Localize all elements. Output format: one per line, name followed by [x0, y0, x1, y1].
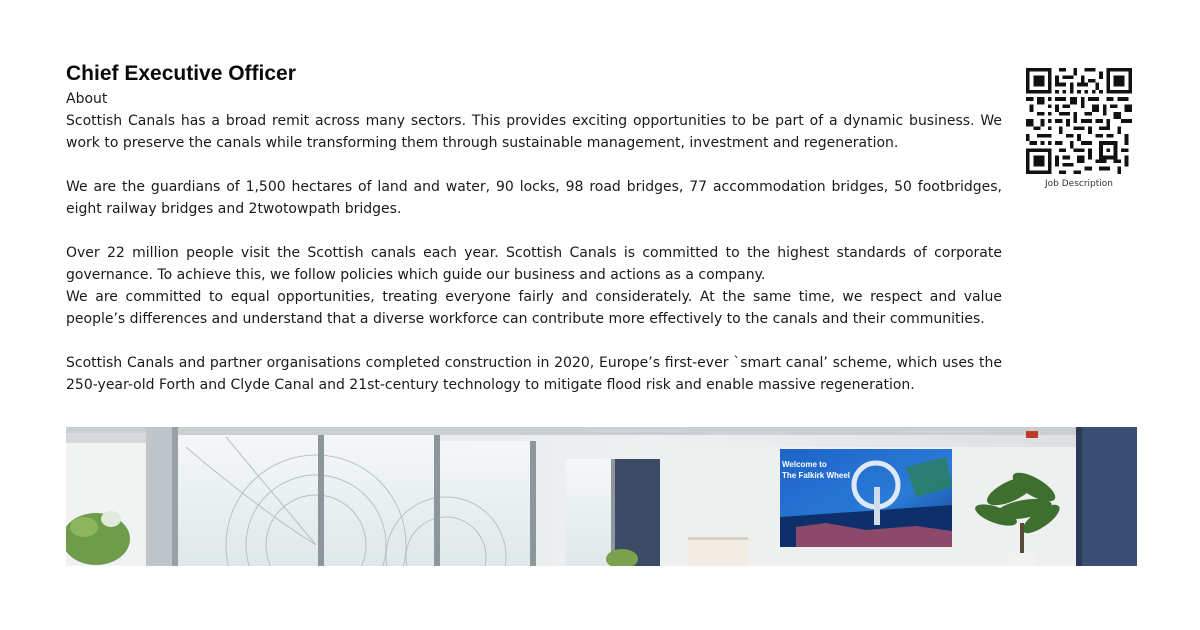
- screen-welcome-text: [782, 459, 850, 481]
- office-photo: [66, 427, 1137, 566]
- paragraph-governance: Over 22 million people visit the Scottish canals each year. Scottish Canals is committed to the highest standards of corporate governance. To achieve this, we follow policies which guide our business and actions as a company.: [66, 245, 1002, 283]
- paragraph-equal-opportunities: We are committed to equal opportunities, treating everyone fairly and considerately. At the same time, we respect and value people’s differences and understand that a diverse workforce can contribute more effectively to the canals and their communities.: [66, 289, 1002, 327]
- paragraph-smart-canal: Scottish Canals and partner organisations completed construction in 2020, Europe’s first-ever `smart canal’ scheme, which uses the 250-year-old Forth and Clyde Canal and 21st-century technology to mitigate flood risk and enable massive regeneration.: [66, 355, 1002, 393]
- section-label-about: About: [66, 91, 108, 107]
- office-photo-illustration: [66, 427, 1137, 566]
- qr-code-block[interactable]: [1026, 68, 1132, 190]
- qr-caption: Job Description: [1045, 179, 1113, 189]
- page-title: Chief Executive Officer: [66, 62, 296, 85]
- paragraph-assets: We are the guardians of 1,500 hectares of land and water, 90 locks, 98 road bridges, 77 accommodation bridges, 50 footbridges, eight railway bridges and 2twotowpath bridges.: [66, 179, 1002, 217]
- paragraph-remit: Scottish Canals has a broad remit across many sectors. This provides exciting opportunities to be part of a dynamic business. We work to preserve the canals while transforming them through sustainable management, investment and regeneration.: [66, 113, 1002, 151]
- qr-code-icon[interactable]: [1026, 68, 1132, 174]
- job-posting: [66, 60, 1002, 396]
- screen-line-falkirk-wheel: The Falkirk Wheel: [782, 471, 851, 480]
- screen-line-welcome: Welcome to: [782, 460, 827, 469]
